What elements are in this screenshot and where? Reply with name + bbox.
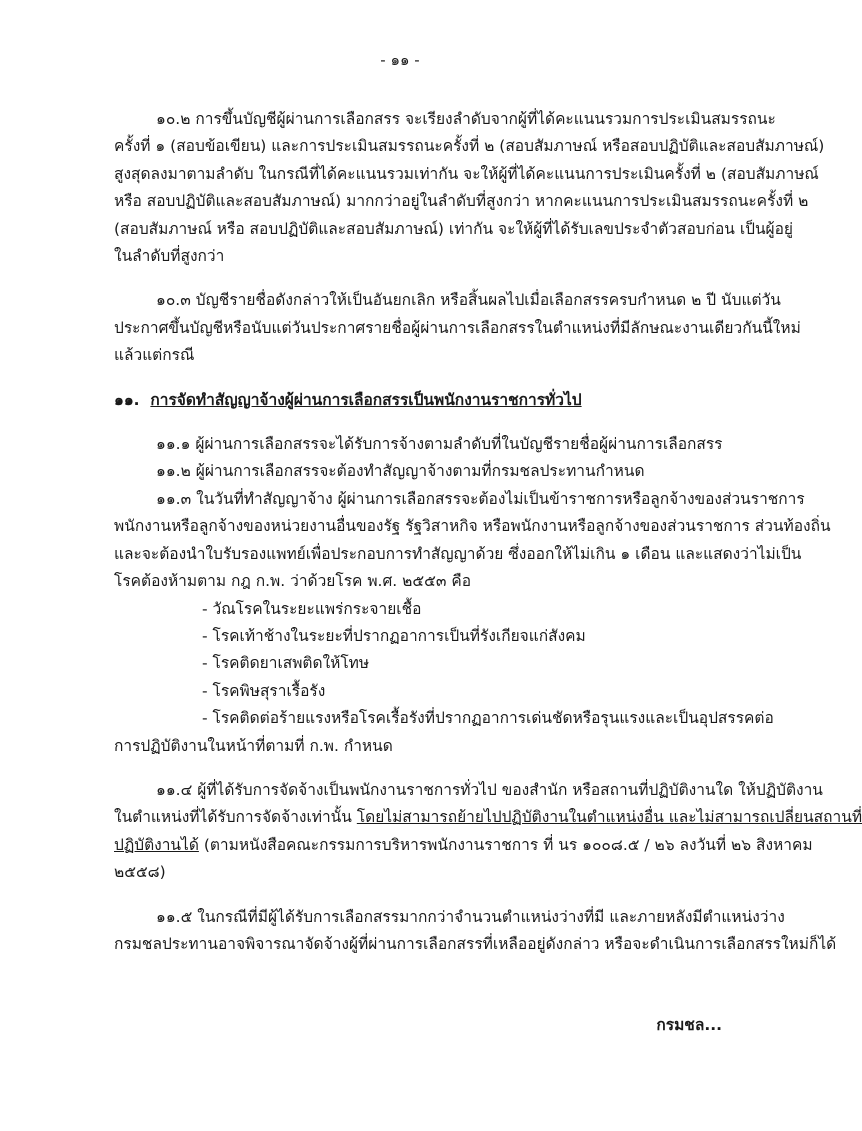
document-body <box>114 106 862 958</box>
paragraph-line: แล้วแต่กรณี <box>114 346 195 365</box>
paragraph-line: ๑๑.๔ ผู้ที่ได้รับการจัดจ้างเป็นพนักงานราชการทั่วไป ของสำนัก หรือสถานที่ปฏิบัติงานใด ให้ปฏิบัติงาน <box>156 780 823 799</box>
paragraph-11-5 <box>114 904 837 959</box>
paragraph-line: ๑๑.๕ ในกรณีที่มีผู้ได้รับการเลือกสรรมากกว่าจำนวนตำแหน่งว่างที่มี และภายหลังมีตำแหน่งว่าง <box>156 907 785 926</box>
paragraph-line: ๑๐.๒ การขึ้นบัญชีผู้ผ่านการเลือกสรร จะเรียงลำดับจากผู้ที่ได้คะแนนรวมการประเมินสมรรถนะ <box>156 110 776 128</box>
paragraph-line: ในลำดับที่สูงกว่า <box>114 247 225 266</box>
disease-list-item: - โรคเท้าช้างในระยะที่ปรากฏอาการเป็นที่รังเกียจแก่สังคม <box>202 626 586 645</box>
paragraph-11-1: ๑๑.๑ ผู้ผ่านการเลือกสรรจะได้รับการจ้างตามลำดับที่ในบัญชีรายชื่อผู้ผ่านการเลือกสรร <box>156 435 723 454</box>
paragraph-10-3 <box>114 287 801 369</box>
page-number: - ๑๑ - <box>380 51 420 69</box>
paragraph-line: ครั้งที่ ๑ (สอบข้อเขียน) และการประเมินสมรรถนะครั้งที่ ๒ (สอบสัมภาษณ์ หรือสอบปฏิบัติและสอบสัมภาษณ์) <box>114 137 825 156</box>
paragraph-line: ๑๑.๓ ในวันที่ทำสัญญาจ้าง ผู้ผ่านการเลือกสรรจะต้องไม่เป็นข้าราชการหรือลูกจ้างของส่วนราชการ <box>156 489 805 508</box>
paragraph-line: โรคต้องห้ามตาม กฎ ก.พ. ว่าด้วยโรค พ.ศ. ๒๕๕๓ คือ <box>114 572 472 591</box>
paragraph-line: (สอบสัมภาษณ์ หรือ สอบปฏิบัติและสอบสัมภาษณ์) เท่ากัน จะให้ผู้ที่ได้รับเลขประจำตัวสอบก่อน เป็นผู้อยู่ <box>114 219 794 238</box>
paragraph-line: ๑๐.๓ บัญชีรายชื่อดังกล่าวให้เป็นอันยกเลิก หรือสิ้นผลไปเมื่อเลือกสรรครบกำหนด ๒ ปี นับแต่วัน <box>156 291 781 310</box>
disease-list-item: - วัณโรคในระยะแพร่กระจายเชื้อ <box>202 599 422 618</box>
paragraph-11-4 <box>114 777 862 887</box>
text-underlined: ปฏิบัติงานได้ <box>114 835 199 854</box>
continuation-marker: กรมชล... <box>656 1016 722 1034</box>
section-title: การจัดทำสัญญาจ้างผู้ผ่านการเลือกสรรเป็นพนักงานราชการทั่วไป <box>150 390 582 409</box>
paragraph-line: ประกาศขึ้นบัญชีหรือนับแต่วันประกาศรายชื่อผู้ผ่านการเลือกสรรในตำแหน่งที่มีลักษณะงานเดียวกันนี้ใหม่ <box>114 318 801 337</box>
disease-list-item: - โรคติดต่อร้ายแรงหรือโรคเรื้อรังที่ปรากฏอาการเด่นชัดหรือรุนแรงและเป็นอุปสรรคต่อ <box>202 709 774 728</box>
paragraph-line: การปฏิบัติงานในหน้าที่ตามที่ ก.พ. กำหนด <box>114 736 393 755</box>
paragraph-line <box>114 832 813 859</box>
disease-list-item: - โรคติดยาเสพติดให้โทษ <box>202 654 370 673</box>
paragraph-line: พนักงานหรือลูกจ้างของหน่วยงานอื่นของรัฐ รัฐวิสาหกิจ หรือพนักงานหรือลูกจ้างของส่วนราชการ ส่วนท้องถิ่น <box>114 517 831 536</box>
paragraph-line: กรมชลประทานอาจพิจารณาจัดจ้างผู้ที่ผ่านการเลือกสรรที่เหลืออยู่ดังกล่าว หรือจะดำเนินการเลือกสรรใหม่ก็ได้ <box>114 934 837 953</box>
paragraph-line: ๒๕๕๘) <box>114 863 166 882</box>
text-plain: (ตามหนังสือคณะกรรมการบริหารพนักงานราชการ ที่ นร ๑๐๐๘.๕ / ๒๖ ลงวันที่ ๒๖ สิงหาคม <box>198 835 813 854</box>
text-underlined: โดยไม่สามารถย้ายไปปฏิบัติงานในตำแหน่งอื่น และไม่สามารถเปลี่ยนสถานที่ <box>356 808 862 827</box>
section-11-heading <box>114 387 744 414</box>
paragraph-line: หรือ สอบปฏิบัติและสอบสัมภาษณ์) มากกว่าอยู่ในลำดับที่สูงกว่า หากคะแนนการประเมินสมรรถนะครั้งที่ ๒ <box>114 192 809 211</box>
paragraph-10-2 <box>114 106 825 270</box>
section-number: ๑๑. <box>114 390 140 409</box>
paragraph-line: และจะต้องนำใบรับรองแพทย์เพื่อประกอบการทำสัญญาด้วย ซึ่งออกให้ไม่เกิน ๑ เดือน และแสดงว่าไม่เป็น <box>114 544 802 563</box>
paragraph-line <box>114 804 862 831</box>
paragraph-line: สูงสุดลงมาตามลำดับ ในกรณีที่ได้คะแนนรวมเท่ากัน จะให้ผู้ที่ได้คะแนนการประเมินครั้งที่ ๒ (สอบสัมภาษณ์ <box>114 164 819 183</box>
disease-list-item: - โรคพิษสุราเรื้อรัง <box>202 681 326 700</box>
text-plain: ในตำแหน่งที่ได้รับการจัดจ้างเท่านั้น <box>114 808 357 827</box>
paragraph-11-2: ๑๑.๒ ผู้ผ่านการเลือกสรรจะต้องทำสัญญาจ้างตามที่กรมชลประทานกำหนด <box>156 462 645 481</box>
paragraph-11-3 <box>114 486 831 760</box>
